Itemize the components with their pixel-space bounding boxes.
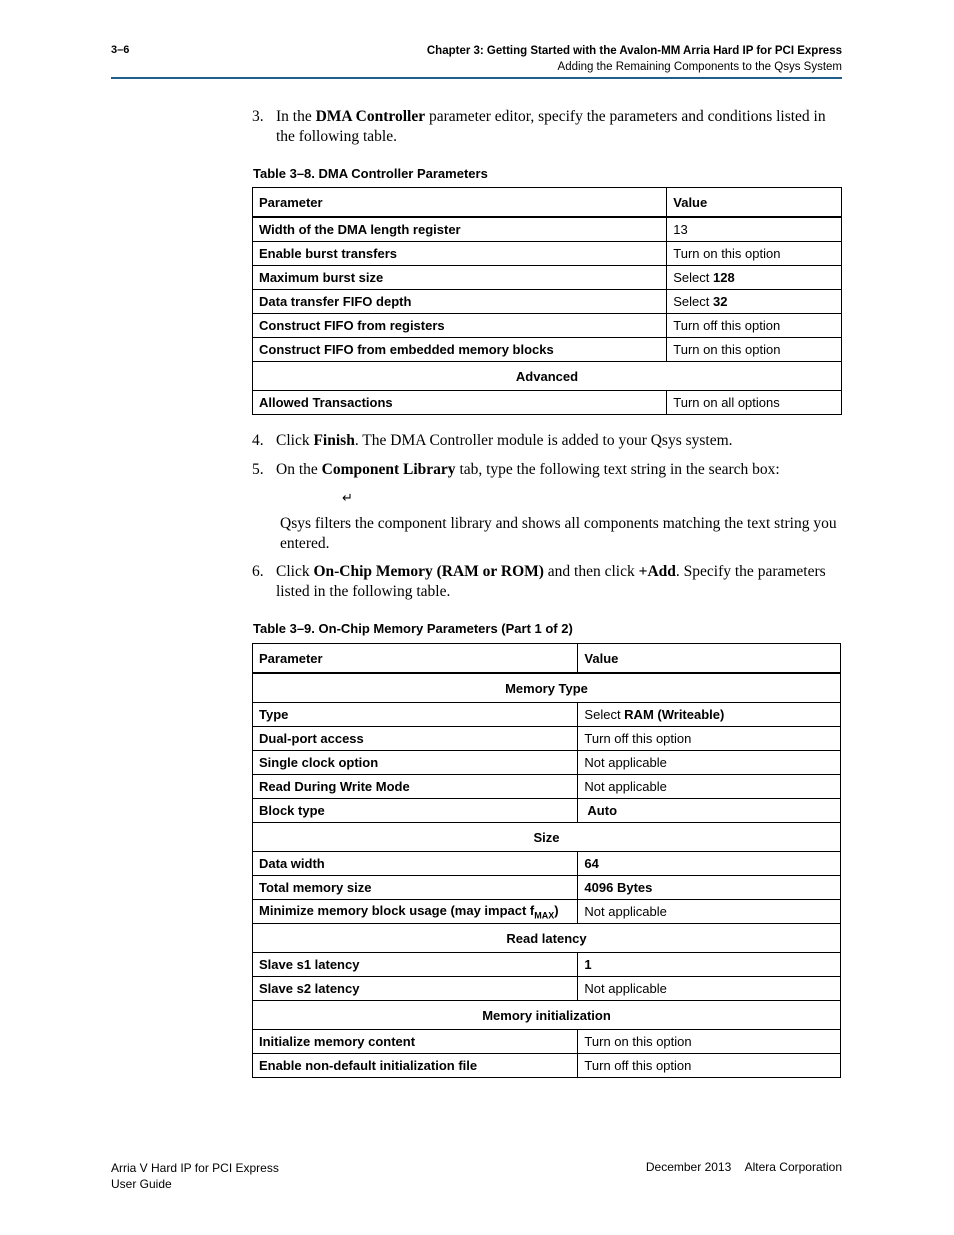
table-row — [253, 242, 842, 266]
value-cell: Not applicable — [578, 775, 841, 799]
value-bold: RAM (Writeable) — [624, 707, 725, 722]
param-text: ) — [554, 902, 559, 918]
step-bold-term: Finish — [313, 432, 355, 449]
table-row — [253, 1030, 841, 1054]
param-cell: Dual-port access — [253, 727, 578, 751]
footer-date: December 2013 — [645, 1160, 732, 1174]
page-number: 3–6 — [111, 44, 130, 56]
table-caption: Table 3–9. On-Chip Memory Parameters (Part 1 of 2) — [253, 621, 573, 636]
value-cell: Auto — [578, 799, 841, 823]
header-rule — [111, 77, 842, 79]
column-header: Parameter — [253, 188, 667, 218]
step-text: parameter editor, specify the parameters and conditions listed in the following table. — [276, 108, 826, 145]
step-4 — [252, 431, 842, 451]
value-cell: 1 — [578, 953, 841, 977]
value-cell: Turn off this option — [578, 727, 841, 751]
step-bold-term: Component Library — [321, 461, 456, 478]
param-cell: Total memory size — [253, 876, 578, 900]
table-section-row — [253, 673, 841, 703]
param-cell: Data transfer FIFO depth — [253, 290, 667, 314]
table-row — [253, 338, 842, 362]
on-chip-memory-table — [252, 643, 841, 1078]
footer-date-company — [646, 1160, 842, 1174]
table-row — [253, 1054, 841, 1078]
param-cell: Type — [253, 703, 578, 727]
table-section-row — [253, 362, 842, 391]
section-heading: Read latency — [253, 924, 841, 953]
footer-company: Altera Corporation — [744, 1160, 842, 1174]
param-cell: Slave s2 latency — [253, 977, 578, 1001]
value-cell: Turn off this option — [667, 314, 842, 338]
section-title: Adding the Remaining Components to the Qsys System — [557, 61, 842, 73]
param-text: Minimize memory block usage (may impact f — [259, 902, 535, 918]
param-cell: Width of the DMA length register — [253, 217, 667, 242]
step-text: . Specify the parameters listed in the following table. — [276, 563, 826, 600]
param-cell: Data width — [253, 852, 578, 876]
value-cell: 64 — [578, 852, 841, 876]
table-section-row — [253, 1001, 841, 1030]
section-heading: Size — [253, 823, 841, 852]
footer-doc-title — [111, 1160, 279, 1192]
value-cell — [578, 703, 841, 727]
table-row — [253, 266, 842, 290]
value-cell: Not applicable — [578, 751, 841, 775]
param-cell: Maximum burst size — [253, 266, 667, 290]
step-text: In the — [276, 108, 316, 125]
table-row — [253, 727, 841, 751]
value-cell: Turn on all options — [667, 391, 842, 415]
table-row — [253, 977, 841, 1001]
table-row — [253, 876, 841, 900]
step-bold-term: On-Chip Memory (RAM or ROM) — [313, 563, 544, 580]
dma-controller-table — [252, 187, 842, 415]
param-cell: Enable burst transfers — [253, 242, 667, 266]
param-cell: Read During Write Mode — [253, 775, 578, 799]
step-number: 5. — [252, 461, 264, 478]
value-cell: 13 — [667, 217, 842, 242]
step-number: 6. — [252, 563, 264, 580]
value-cell: Turn on this option — [578, 1030, 841, 1054]
param-cell: Construct FIFO from embedded memory blocks — [253, 338, 667, 362]
table-row — [253, 217, 842, 242]
value-bold: 128 — [713, 270, 735, 285]
param-cell: Enable non-default initialization file — [253, 1054, 578, 1078]
step-5 — [252, 460, 842, 480]
value-cell: Not applicable — [578, 977, 841, 1001]
step-3 — [252, 107, 842, 147]
value-cell: Turn on this option — [667, 338, 842, 362]
section-heading: Memory initialization — [253, 1001, 841, 1030]
table-header-row — [253, 644, 841, 674]
table-row — [253, 290, 842, 314]
section-heading: Advanced — [253, 362, 842, 391]
value-cell — [667, 266, 842, 290]
value-text: Select — [584, 707, 625, 722]
table-row — [253, 314, 842, 338]
step-text: . The DMA Controller module is added to your Qsys system. — [354, 432, 733, 449]
value-cell: Turn on this option — [667, 242, 842, 266]
column-header: Value — [667, 188, 842, 218]
section-heading: Memory Type — [253, 673, 841, 703]
param-cell: Block type — [253, 799, 578, 823]
table-section-row — [253, 823, 841, 852]
step-bold-term: +Add — [638, 563, 676, 580]
value-text: Select — [673, 294, 714, 309]
param-cell: Construct FIFO from registers — [253, 314, 667, 338]
table-section-row — [253, 924, 841, 953]
param-cell: Slave s1 latency — [253, 953, 578, 977]
column-header: Value — [578, 644, 841, 674]
value-cell — [667, 290, 842, 314]
value-text: Select — [673, 270, 714, 285]
value-cell: Turn off this option — [578, 1054, 841, 1078]
table-row — [253, 953, 841, 977]
value-cell: Not applicable — [578, 900, 841, 924]
table-row — [253, 703, 841, 727]
param-cell: Single clock option — [253, 751, 578, 775]
table-row — [253, 799, 841, 823]
running-header — [427, 43, 842, 75]
value-cell: 4096 Bytes — [578, 876, 841, 900]
table-row — [253, 900, 841, 924]
param-subscript: MAX — [534, 910, 555, 921]
step-5-note: Qsys filters the component library and shows all components matching the text string you entered. — [280, 515, 837, 552]
table-row — [253, 391, 842, 415]
step-text: Click — [276, 563, 314, 580]
step-number: 4. — [252, 432, 264, 449]
chapter-title: Chapter 3: Getting Started with the Avalon-MM Arria Hard IP for PCI Express — [426, 45, 842, 57]
value-bold: 32 — [713, 294, 728, 309]
table-row — [253, 775, 841, 799]
table-header-row — [253, 188, 842, 218]
step-6 — [252, 562, 842, 602]
param-cell: Initialize memory content — [253, 1030, 578, 1054]
step-text: Click — [276, 432, 314, 449]
enter-key-icon: ↵ — [342, 490, 353, 505]
column-header: Parameter — [253, 644, 578, 674]
step-text: On the — [276, 461, 322, 478]
step-text: tab, type the following text string in the search box: — [455, 461, 780, 478]
param-cell: Allowed Transactions — [253, 391, 667, 415]
table-row — [253, 751, 841, 775]
step-bold-term: DMA Controller — [315, 108, 426, 125]
table-caption: Table 3–8. DMA Controller Parameters — [253, 166, 488, 181]
step-text: and then click — [543, 563, 639, 580]
doc-subtitle: User Guide — [111, 1177, 172, 1191]
table-row — [253, 852, 841, 876]
param-cell — [253, 900, 578, 924]
step-number: 3. — [252, 108, 264, 125]
doc-title: Arria V Hard IP for PCI Express — [111, 1161, 279, 1175]
